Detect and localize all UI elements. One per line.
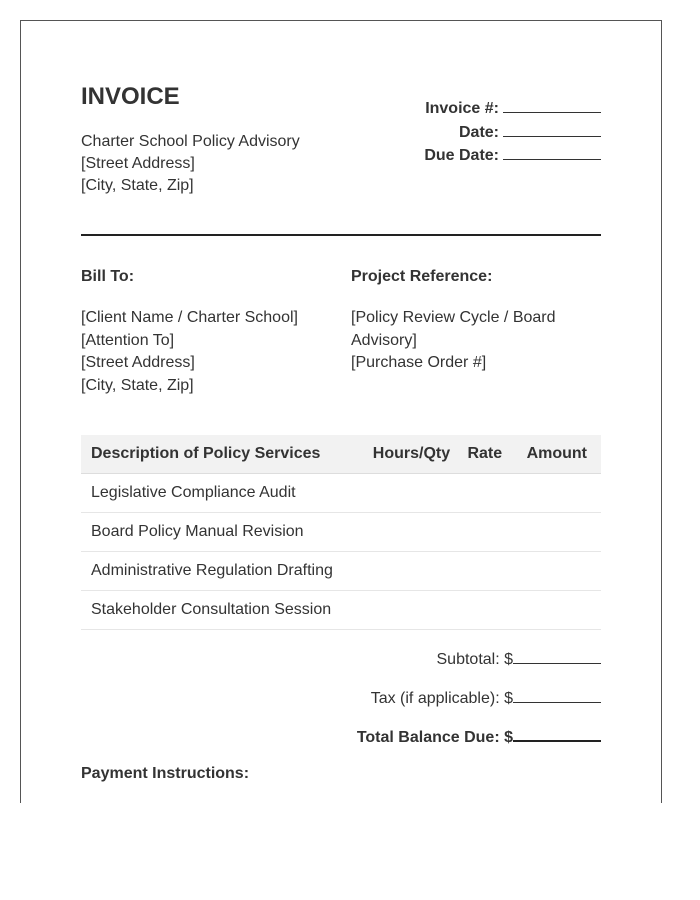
sender-name: Charter School Policy Advisory: [81, 133, 300, 150]
invoice-date-row: [424, 121, 601, 145]
totals-section: [301, 649, 601, 765]
due-date-row: [424, 144, 601, 168]
invoice-number-label: Invoice #:: [425, 100, 499, 117]
invoice-date-field[interactable]: [503, 121, 601, 137]
row-description: Administrative Regulation Drafting: [81, 552, 363, 591]
column-header-description: Description of Policy Services: [81, 435, 363, 474]
row-description: Board Policy Manual Revision: [81, 513, 363, 552]
tax-field[interactable]: [513, 688, 601, 703]
column-header-rate: Rate: [460, 435, 510, 474]
row-amount[interactable]: [510, 474, 601, 513]
total-due-row: [301, 726, 601, 765]
row-rate[interactable]: [460, 552, 510, 591]
project-reference-lines: [351, 307, 601, 375]
invoice-page: [20, 20, 662, 803]
row-amount[interactable]: [510, 552, 601, 591]
invoice-date-label: Date:: [458, 123, 499, 141]
subtotal-field[interactable]: [513, 649, 601, 664]
bill-to-lines: [81, 307, 341, 397]
table-row: [81, 591, 601, 630]
total-due-label: Total Balance Due: $: [356, 729, 513, 746]
table-row: [81, 552, 601, 591]
row-rate[interactable]: [460, 591, 510, 630]
row-hours[interactable]: [363, 552, 459, 591]
subtotal-label: Subtotal: $: [436, 651, 513, 668]
row-hours[interactable]: [363, 513, 459, 552]
table-row: [81, 474, 601, 513]
payment-instructions-heading: Payment Instructions:: [81, 765, 250, 782]
header-divider: [81, 234, 601, 236]
subtotal-row: [301, 649, 601, 688]
bill-to-street: [Street Address]: [81, 354, 195, 371]
invoice-number-row: [424, 97, 601, 121]
project-po-number: [Purchase Order #]: [351, 354, 487, 371]
due-date-label: Due Date:: [424, 147, 499, 164]
due-date-field[interactable]: [503, 144, 601, 160]
row-description: Legislative Compliance Audit: [81, 474, 363, 513]
sender-address: [81, 131, 300, 197]
row-hours[interactable]: [363, 591, 459, 630]
bill-to-city: [City, State, Zip]: [81, 376, 194, 394]
row-hours[interactable]: [363, 474, 459, 513]
project-reference-heading: Project Reference:: [351, 268, 493, 285]
tax-label: Tax (if applicable): $: [370, 689, 513, 707]
column-header-hours: Hours/Qty: [363, 435, 459, 474]
row-amount[interactable]: [510, 591, 601, 630]
bill-to-client: [Client Name / Charter School]: [81, 309, 298, 326]
sender-city: [City, State, Zip]: [81, 177, 194, 194]
bill-to-attention: [Attention To]: [81, 331, 175, 349]
row-rate[interactable]: [460, 474, 510, 513]
project-reference-section: [351, 267, 601, 375]
row-description: Stakeholder Consultation Session: [81, 591, 363, 630]
column-header-amount: Amount: [510, 435, 601, 474]
table-header-row: [81, 435, 601, 474]
bill-to-section: [81, 267, 341, 397]
table-row: [81, 513, 601, 552]
invoice-number-field[interactable]: [503, 97, 601, 113]
project-cycle: [Policy Review Cycle / Board Advisory]: [351, 309, 556, 349]
invoice-title: INVOICE: [81, 83, 180, 110]
sender-street: [Street Address]: [81, 155, 195, 172]
row-rate[interactable]: [460, 513, 510, 552]
bill-to-heading: Bill To:: [81, 268, 135, 285]
tax-row: [301, 688, 601, 727]
total-due-field[interactable]: [513, 726, 601, 742]
services-table: [81, 435, 601, 630]
invoice-meta: [424, 97, 601, 168]
row-amount[interactable]: [510, 513, 601, 552]
